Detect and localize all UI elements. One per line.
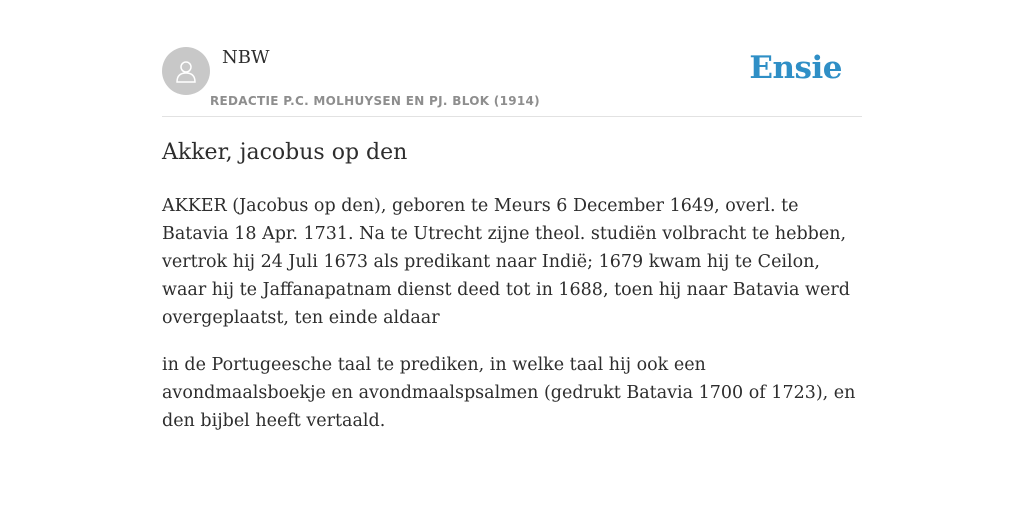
article-paragraph: in de Portugeesche taal te prediken, in welke taal hij ook een avondmaalsboekje en avondmaalspsalmen (gedrukt Batavia 1700 of 1723), en den bijbel heeft vertaald. (162, 355, 856, 431)
article-header (162, 0, 862, 117)
source-attribution: REDACTIE P.C. MOLHUYSEN EN PJ. BLOK (1914) (210, 94, 540, 108)
avatar[interactable] (162, 47, 210, 95)
brand-logo[interactable]: Ensie (749, 50, 842, 86)
author-name[interactable]: NBW (222, 47, 270, 68)
article-card (162, 0, 862, 512)
article-paragraph: AKKER (Jacobus op den), geboren te Meurs 6 December 1649, overl. te Batavia 18 Apr. 1731. Na te Utrecht zijne theol. studiën volbracht te hebben, vertrok hij 24 Juli 1673 als predikant naar Indië; 1679 kwam hij te Ceilon, waar hij te Jaffanapatnam dienst deed tot in 1688, toen hij naar Batavia werd overgeplaatst, ten einde aldaar (162, 196, 850, 328)
user-silhouette-icon (172, 57, 200, 85)
article-title: Akker, jacobus op den (162, 140, 408, 165)
